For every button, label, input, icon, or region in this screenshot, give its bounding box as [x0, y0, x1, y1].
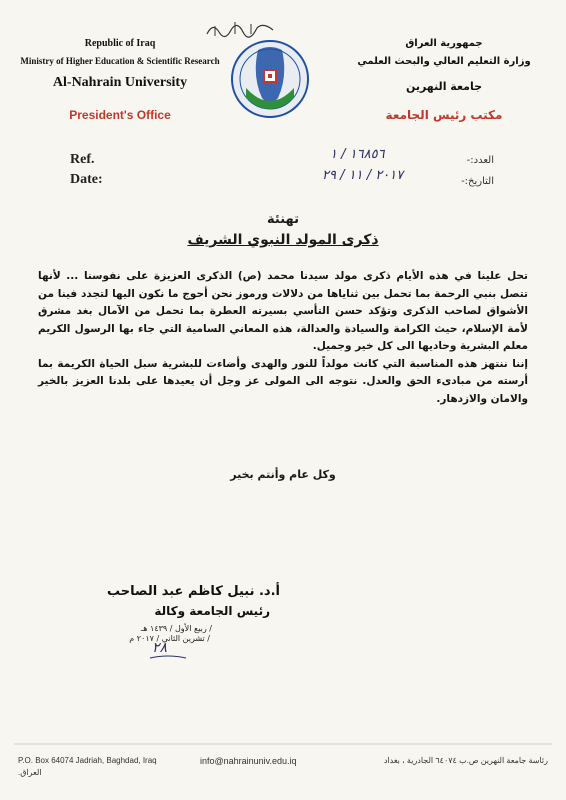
- date-handwritten: ٢٠١٧ / ١١ / ٢٩: [322, 168, 404, 183]
- letter-body: [38, 268, 528, 408]
- letter-paragraph-1: تحل علينا في هذه الأيام ذكرى مولد سيدنا محمد (ص) الذكرى العزيزة على نفوسنا ... لأنها تتصل بنبي الرحمة بما تحمل بين ثناياها من دلالات ورموز نحن أحوج ما نكون اليها لتجدد فينا من الأشواق لصاحب الذكرى وتؤكد حسن التأسي بسيرته العطرة بما تحمل من الآمال بغد مشرق لأمة الإسلام، حيث الكرامة والسيادة والعدالة، هذه المعاني السامية التي جاء بها الرسول الكريم معلم البشرية وحاديها الى كل خير وجميل.: [38, 270, 528, 352]
- footer-country-ar: العراق.: [18, 768, 42, 777]
- handwritten-initials: ٢٨: [152, 640, 168, 656]
- initials-underline: [148, 652, 188, 662]
- header-office-ar: مكتب رئيس الجامعة: [385, 108, 503, 122]
- header-office-en: President's Office: [69, 108, 171, 122]
- signatory-name: أ.د. نبيل كاظم عبد الصاحب: [107, 584, 280, 599]
- number-label-ar: العدد:-: [466, 155, 494, 166]
- letter-closing: وكل عام وأنتم بخير: [230, 468, 336, 481]
- date-label-ar: التاريخ:-: [461, 176, 494, 187]
- number-handwritten: ١٦٨٥٦ / ١: [330, 147, 385, 162]
- letter-heading: تهنئة: [267, 212, 299, 227]
- header-country-en: Republic of Iraq: [84, 38, 156, 49]
- footer-address-ar: رئاسة جامعة النهرين ص.ب ٦٤٠٧٤ الجادرية ، بغداد: [383, 756, 548, 765]
- ref-label: Ref.: [70, 152, 95, 167]
- footer-email[interactable]: info@nahrainuniv.edu.iq: [200, 756, 297, 766]
- footer-address-en: P.O. Box 64074 Jadriah, Baghdad, Iraq: [18, 756, 157, 765]
- header-ministry-ar: وزارة التعليم العالي والبحث العلمي: [357, 56, 531, 67]
- signature-hijri-date: / ربيع الأول / ١٤٣٩ هـ: [140, 624, 212, 633]
- university-logo: [228, 36, 312, 122]
- header-ministry-en: Ministry of Higher Education & Scientific Research: [20, 56, 220, 66]
- header-university-en: Al-Nahrain University: [52, 75, 188, 90]
- signatory-title: رئيس الجامعة وكالة: [154, 604, 270, 618]
- date-label: Date:: [70, 172, 103, 187]
- letter-paragraph-2: إننا ننتهز هذه المناسبة التي كانت مولداً للنور والهدى وأضاءت للبشرية سبل الحياة الكريمة بما أرسته من مبادىء الحق والعدل. نتوجه الى المولى عز وجل أن يعيدها على بلدنا العزيز بالخير والامان والازدهار.: [38, 357, 528, 405]
- header-university-ar: جامعة النهرين: [405, 80, 483, 93]
- header-country-ar: جمهورية العراق: [405, 38, 483, 49]
- footer-divider: [14, 742, 552, 746]
- letter-subject: ذكرى المولد النبوي الشريف: [187, 232, 379, 248]
- signature-gregorian-date: / تشرين الثاني / ٢٠١٧ م: [129, 634, 210, 643]
